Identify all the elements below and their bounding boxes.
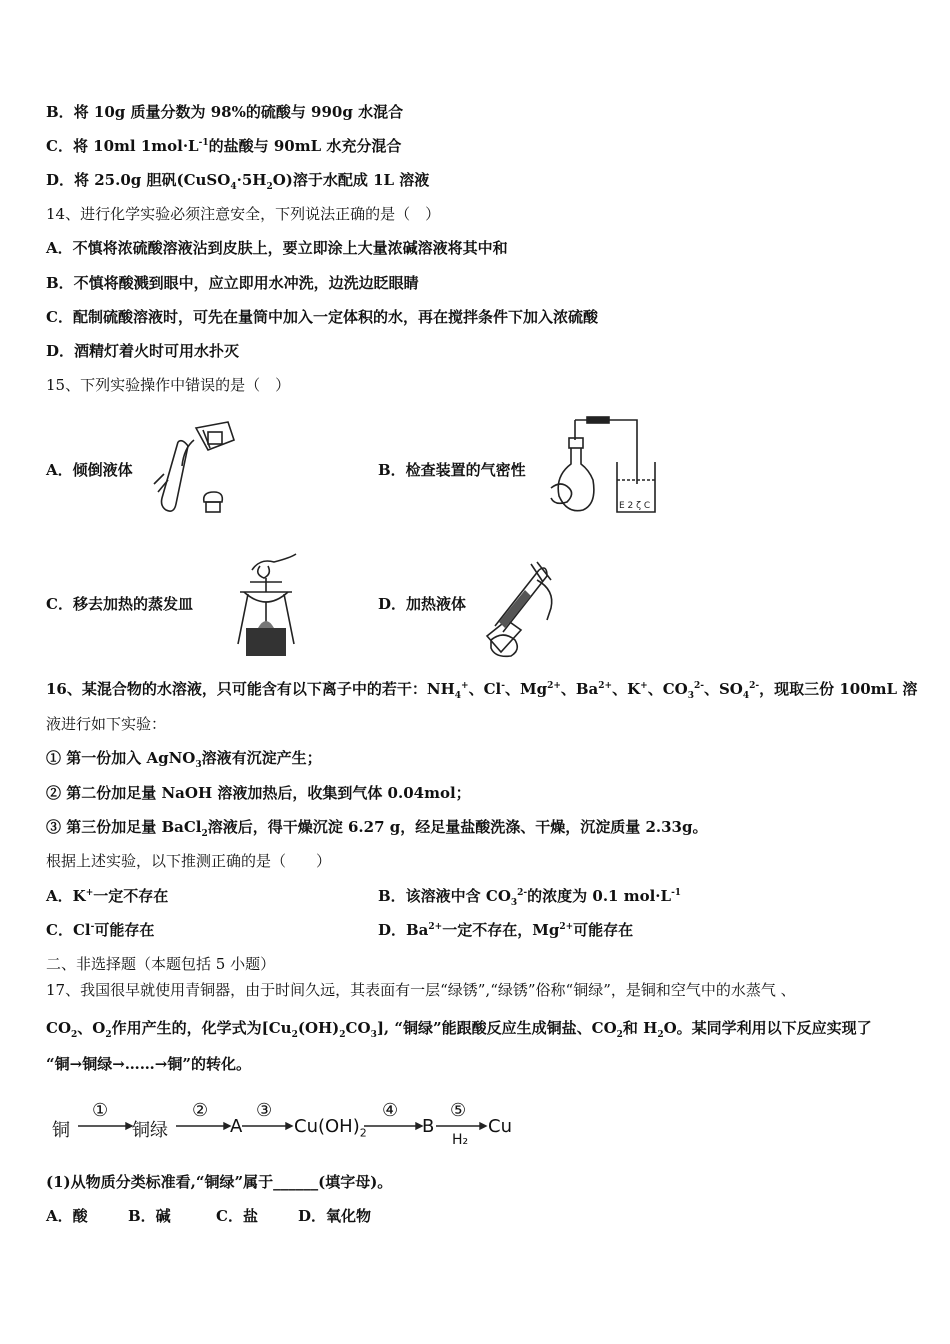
q17-stem-line1: 17、我国很早就使用青铜器，由于时间久远，其表面有一层“绿锈”,“绿锈”俗称“铜绿”，是铜和空气中的水蒸气 、 xyxy=(46,981,796,999)
q16-experiment-2: ② 第二份加足量 NaOH 溶液加热后，收集到气体 0.04mol； xyxy=(46,784,471,802)
q13-option-d: D．将 25.0g 胆矾$(CuSO_4\cdot 5H_2O)$溶于水配成 1L 溶液 xyxy=(46,171,430,192)
q15-option-a: A．倾倒液体 xyxy=(46,461,133,479)
flow-node-verdigris: 铜绿 xyxy=(132,1120,168,1141)
q15-option-c: C．移去加热的蒸发皿 xyxy=(46,595,193,613)
flow-step-1: ① xyxy=(92,1100,109,1121)
q14-stem: 14、进行化学实验必须注意安全，下列说法正确的是（ ） xyxy=(46,205,441,223)
q13-option-b: B．将 10g 质量分数为 98%的硫酸与 990g 水混合 xyxy=(46,103,404,121)
q17-stem-line2: $CO_2$、$O_2$作用产生的，化学式为$[Cu_2(OH)_2CO_3]$, “铜绿”能跟酸反应生成铜盐、$CO_2$和 $H_2O$。某同学利用以下反应实现了 xyxy=(46,1019,872,1040)
airtightness-check-figure xyxy=(547,414,662,520)
q16-option-d: D．$Ba^{2+}$一定不存在，$Mg^{2+}$可能存在 xyxy=(378,921,634,939)
q14-option-c: C．配制硫酸溶液时，可先在量筒中加入一定体积的水，再在搅拌条件下加入浓硫酸 xyxy=(46,308,598,326)
conversion-flow-diagram xyxy=(52,1100,522,1150)
flow-step-2: ② xyxy=(192,1100,209,1121)
flow-node-copper: 铜 xyxy=(52,1120,70,1141)
q17-stem-line3: “铜→铜绿→……→铜”的转化。 xyxy=(46,1055,251,1073)
q17-options xyxy=(46,1206,466,1226)
q16-option-b: B．该溶液中含 $CO_3^{2-}$的浓度为 0.1 $mol\cdot L^{-1}$ xyxy=(378,887,682,908)
q16-experiment-3: ③ 第三份加足量 BaCl$_2$溶液后，得干燥沉淀 6.27 g，经足量盐酸洗涤、干燥，沉淀质量 2.33g。 xyxy=(46,818,708,839)
q16-experiment-1: ① 第一份加入 AgNO$_3$溶液有沉淀产生； xyxy=(46,749,322,770)
q15-option-d: D．加热液体 xyxy=(378,595,467,613)
evaporating-dish-figure xyxy=(230,552,305,658)
flow-node-a: A xyxy=(230,1116,243,1137)
q14-option-d: D．酒精灯着火时可用水扑灭 xyxy=(46,342,240,360)
q17-option-d: D．氧化物 xyxy=(298,1207,372,1225)
flow-node-copper-hydroxide: $Cu(OH)_2$ xyxy=(294,1116,367,1140)
q13-option-c: C．将 10ml $1mol\cdot L^{-1}$的盐酸与 90mL 水充分混合 xyxy=(46,137,402,155)
flow-step-5: ⑤ xyxy=(450,1100,467,1121)
q17-option-b: B．碱 xyxy=(128,1207,171,1225)
flow-step-3: ③ xyxy=(256,1100,273,1121)
q15-stem: 15、下列实验操作中错误的是（ ） xyxy=(46,376,291,394)
svg-text:E 2 ζ C: E 2 ζ C xyxy=(619,501,651,511)
q17-sub-question-1: (1)从物质分类标准看,“铜绿”属于______(填字母)。 xyxy=(46,1173,393,1191)
flow-node-cu: Cu xyxy=(488,1116,512,1137)
q14-option-b: B．不慎将酸溅到眼中，应立即用水冲洗，边洗边眨眼睛 xyxy=(46,274,419,292)
heating-liquid-figure xyxy=(477,560,562,658)
q16-stem-line2: 液进行如下实验： xyxy=(46,715,167,733)
q16-stem-line1: 16、某混合物的水溶液，只可能含有以下离子中的若干：$NH_4^+$、Cl-、$Mg^{2+}$、$Ba^{2+}$、K+、$CO_3^{2-}$、$SO_4^{2-}$，现取三份 100mL 溶 xyxy=(46,680,918,701)
q15-option-b: B．检查装置的气密性 xyxy=(378,461,526,479)
q17-option-a: A．酸 xyxy=(46,1207,88,1225)
pouring-liquid-figure xyxy=(148,418,238,520)
flow-node-b: B xyxy=(422,1116,435,1137)
q16-question: 根据上述实验，以下推测正确的是（ ） xyxy=(46,852,332,870)
q17-option-c: C．盐 xyxy=(216,1207,258,1225)
q16-option-c: C．Cl-可能存在 xyxy=(46,921,155,939)
q14-option-a: A．不慎将浓硫酸溶液沾到皮肤上，要立即涂上大量浓碱溶液将其中和 xyxy=(46,239,508,257)
q16-option-a: A．K+一定不存在 xyxy=(46,887,169,905)
flow-step-5-reagent: H₂ xyxy=(452,1132,469,1148)
flow-step-4: ④ xyxy=(382,1100,399,1121)
section-heading: 二、非选择题（本题包括 5 小题） xyxy=(46,955,276,973)
